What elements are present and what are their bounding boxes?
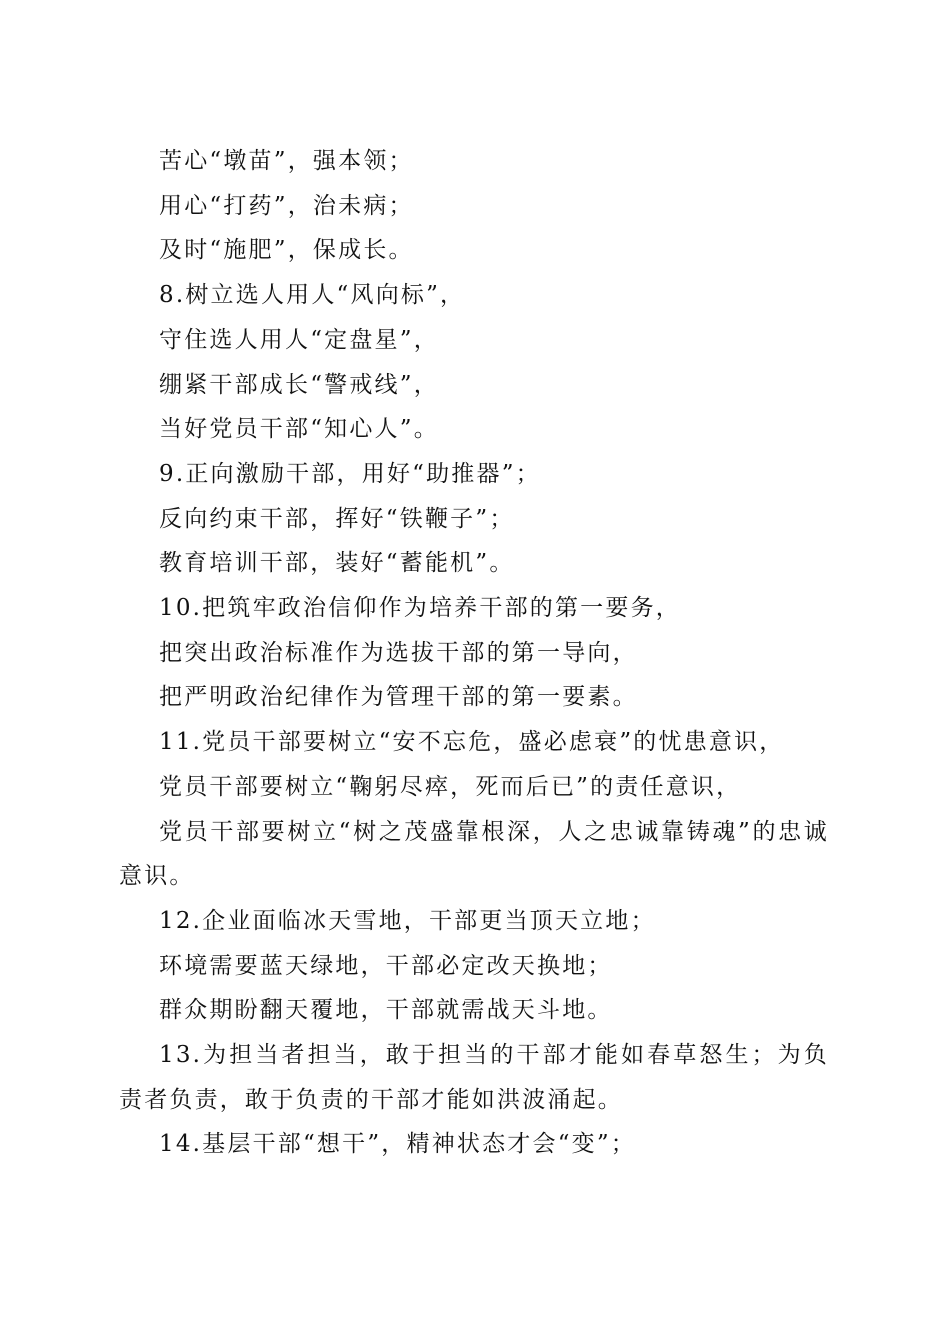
text-line: 教育培训干部，装好“蓄能机”。: [159, 550, 515, 577]
text-line: 14.基层干部“想干”，精神状态才会“变”；: [159, 1131, 637, 1158]
text-line: 苦心“墩苗”，强本领；: [159, 148, 414, 174]
text-line: 反向约束干部，挥好“铁鞭子”；: [159, 505, 515, 532]
document-body: [119, 139, 829, 1167]
text-line: 12.企业面临冰天雪地，干部更当顶天立地；: [159, 907, 656, 934]
text-line: 当好党员干部“知心人”。: [159, 416, 439, 443]
text-line: 10.把筑牢政治信仰作为培养干部的第一要务，: [159, 595, 681, 622]
text-line: 8.树立选人用人“风向标”，: [159, 282, 466, 309]
text-line: 11.党员干部要树立“安不忘危，盛必虑衰”的忧患意识，: [159, 729, 785, 756]
text-line: 党员干部要树立“鞠躬尽瘁，死而后已”的责任意识，: [159, 773, 742, 800]
text-line: 守住选人用人“定盘星”，: [159, 326, 439, 353]
text-line: 把突出政治标准作为选拔干部的第一导向，: [159, 639, 638, 666]
text-line: 绷紧干部成长“警戒线”，: [159, 371, 439, 398]
text-line: 9.正向激励干部，用好“助推器”；: [159, 460, 541, 487]
text-paragraph: 党员干部要树立“树之茂盛靠根深，人之忠诚靠铸魂”的忠诚意识。: [119, 818, 829, 890]
text-line: 及时“施肥”，保成长。: [159, 237, 414, 264]
text-line: 用心“打药”，治未病；: [159, 192, 414, 219]
text-line: 环境需要蓝天绿地，干部必定改天换地；: [159, 952, 613, 979]
text-paragraph: 13.为担当者担当，敢于担当的干部才能如春草怒生；为负责者负责，敢于负责的干部才能如洪波涌起。: [119, 1042, 829, 1113]
text-line: 群众期盼翻天覆地，干部就需战天斗地。: [159, 997, 613, 1024]
text-line: 把严明政治纪律作为管理干部的第一要素。: [159, 684, 638, 711]
